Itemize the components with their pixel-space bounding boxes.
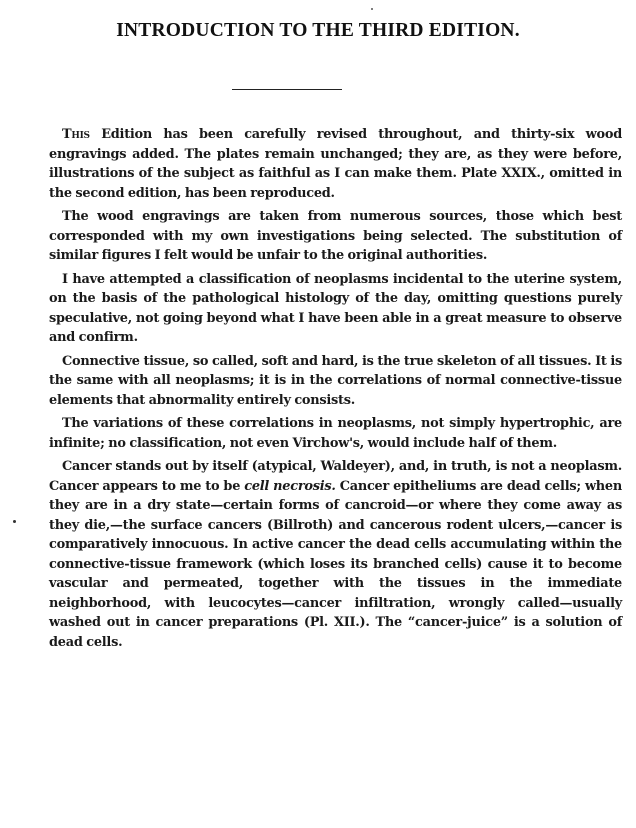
paragraph-1 [49,125,622,203]
paragraph-2: The wood engravings are taken from numerous sources, those which best corresponded with my own investigations being selected. The substitution of similar figures I felt would be unfair to the original authorities. [49,209,622,263]
paragraph-6-text-start: Cancer stands out by itself (atypical, Waldeyer), and, in truth, is not a neoplasm. Cancer appears to me to be [49,459,622,494]
paragraph-1-text: Edition has been carefully revised throughout, and thirty-six wood engravings added. The plates remain unchanged; they are, as they were before, illustrations of the subject as faithful as I can make them. Plate XXIX., omitted in the second edition, has been reproduced. [49,127,622,201]
paragraph-3: I have attempted a classification of neoplasms incidental to the uterine system, on the basis of the pathological histology of the day, omitting questions purely speculative, not going beyond what I have been able in a great measure to observe and confirm. [49,271,622,345]
paragraph-6-text-end: Cancer epitheliums are dead cells; when they are in a dry state—certain forms of cancroid—or where they come away as they die,—the surface cancers (Billroth) and cancerous rodent ulcers,—cancer is comparatively innocuous. In active cancer the dead cells accumulating within the connective-tissue framework (which loses its branched cells) cause it to become vascular and permeated, together with the tissues in the immediate neighborhood, with leucocytes—cancer infiltration, wrongly called—usually washed out in cancer preparations (Pl. XII.). The “cancer-juice” is a solution of dead cells. [49,478,622,650]
title-divider [232,89,342,90]
paragraph-lead-word: This [62,127,90,142]
body-text [49,125,622,652]
paragraph-6-italic-phrase: cell necrosis. [244,478,336,494]
paragraph-5: The variations of these correlations in neoplasms, not simply hypertrophic, are infinite; no classification, not even Virchow's, would include half of them. [49,416,622,451]
page-title: INTRODUCTION TO THE THIRD EDITION. [116,20,520,41]
paragraph-4: Connective tissue, so called, soft and hard, is the true skeleton of all tissues. It is the same with all neoplasms; it is in the correlations of normal connective-tissue elements that abnormality entirely consists. [49,353,622,408]
margin-speck [13,520,16,523]
print-speck [371,8,373,10]
paragraph-6 [49,457,622,652]
